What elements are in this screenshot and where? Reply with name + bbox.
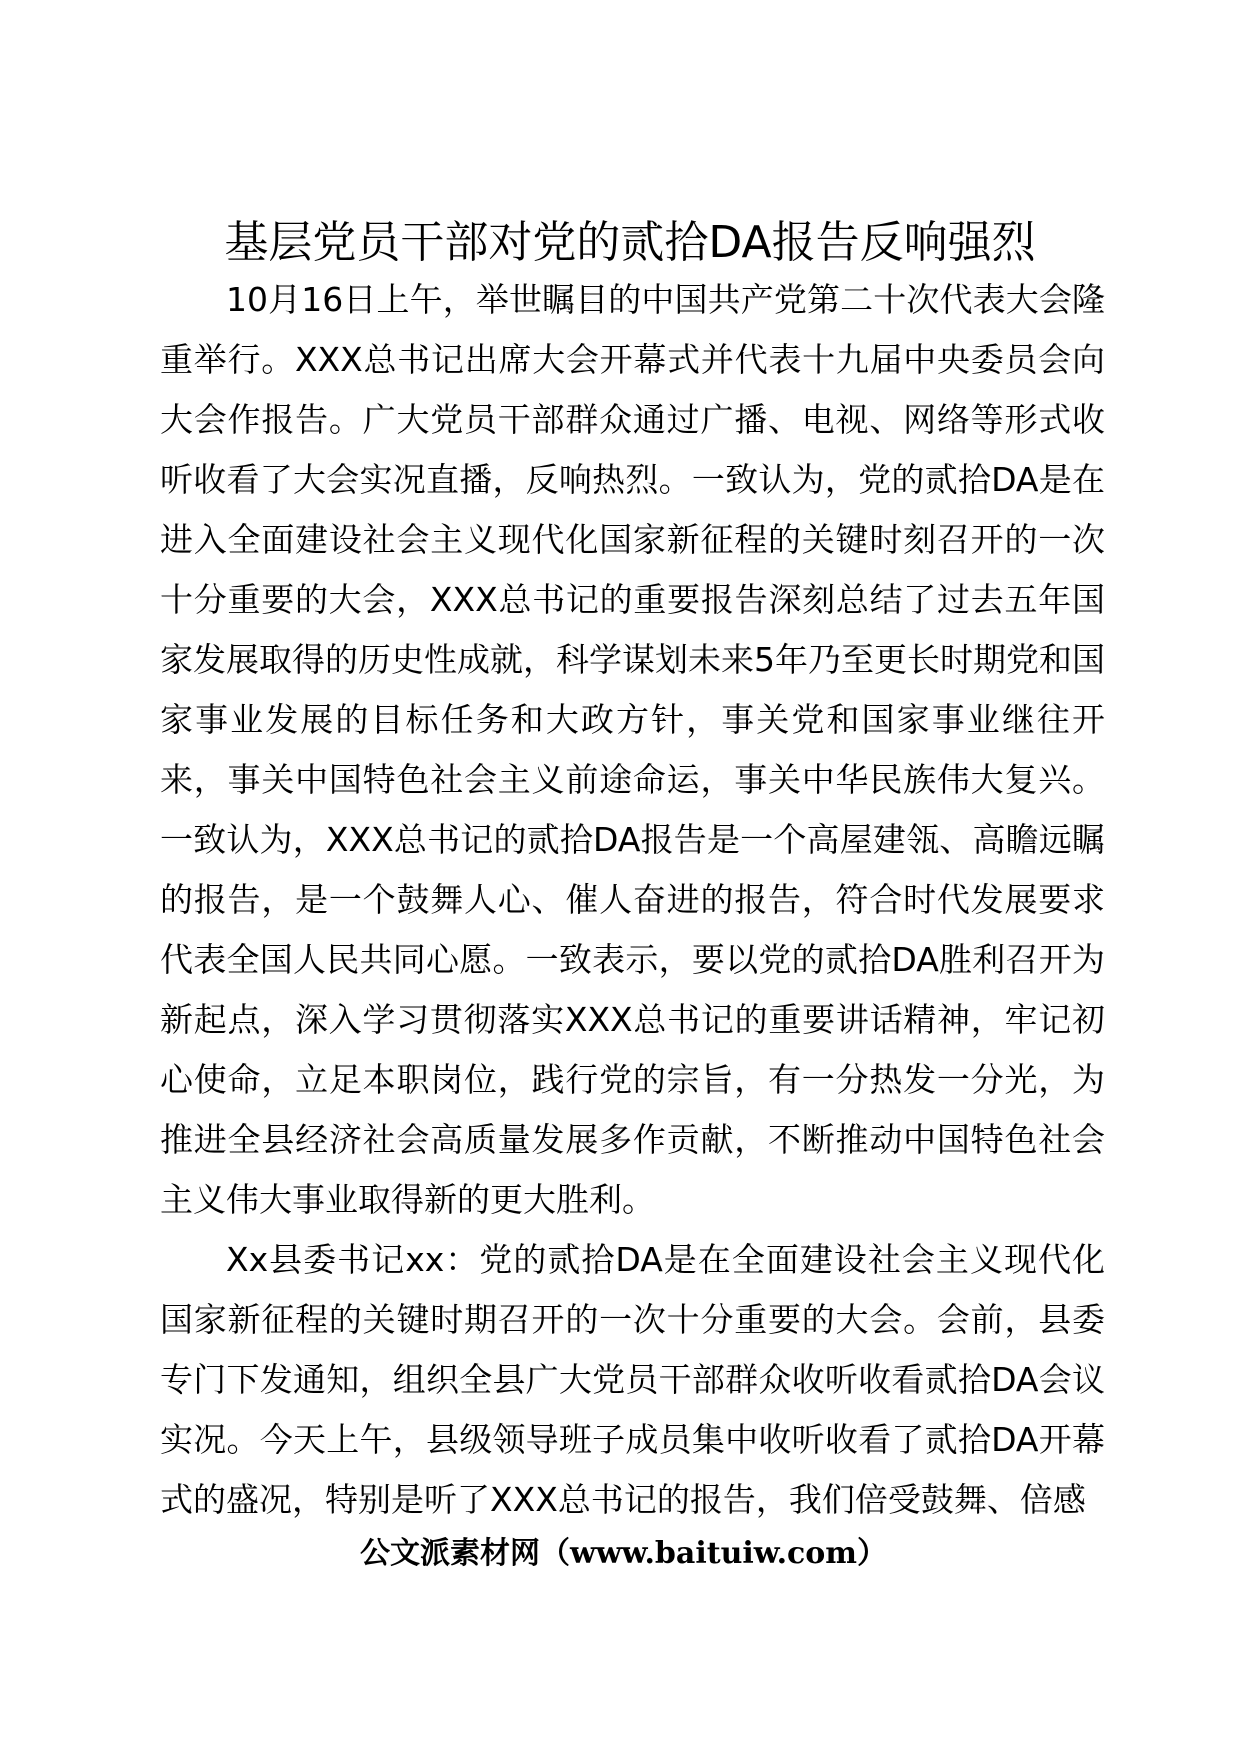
watermark-footer: 公文派素材网（www.baituiw.com） [360,1536,888,1571]
paragraph-1: 10月16日上午，举世瞩目的中国共产党第二十次代表大会隆重举行。XXX总书记出席大会开幕式并代表十九届中央委员会向大会作报告。广大党员干部群众通过广播、电视、网络等形式收听收看了大会实况直播，反响热烈。一致认为，党的贰拾DA是在进入全面建设社会主义现代化国家新征程的关键时刻召开的一次十分重要的大会，XXX总书记的重要报告深刻总结了过去五年国家发展取得的历史性成就，科学谋划未来5年乃至更长时期党和国家事业发展的目标任务和大政方针，事关党和国家事业继往开来，事关中国特色社会主义前途命运，事关中华民族伟大复兴。一致认为，XXX总书记的贰拾DA报告是一个高屋建瓴、高瞻远瞩的报告，是一个鼓舞人心、催人奋进的报告，符合时代发展要求代表全国人民共同心愿。一致表示，要以党的贰拾DA胜利召开为新起点，深入学习贯彻落实XXX总书记的重要讲话精神，牢记初心使命，立足本职岗位，践行党的宗旨，有一分热发一分光，为推进全县经济社会高质量发展多作贡献，不断推动中国特色社会主义伟大事业取得新的更大胜利。 [160,280,1105,1219]
paragraph-2: Xx县委书记xx：党的贰拾DA是在全面建设社会主义现代化国家新征程的关键时期召开的一次十分重要的大会。会前，县委专门下发通知，组织全县广大党员干部群众收听收看贰拾DA会议实况。今天上午，县级领导班子成员集中收听收看了贰拾DA开幕式的盛况，特别是听了XXX总书记的报告，我们倍受鼓舞、倍感 [160,1240,1105,1519]
document-title: 基层党员干部对党的贰拾DA报告反响强烈 [224,217,1036,268]
document-body [160,270,1105,1530]
